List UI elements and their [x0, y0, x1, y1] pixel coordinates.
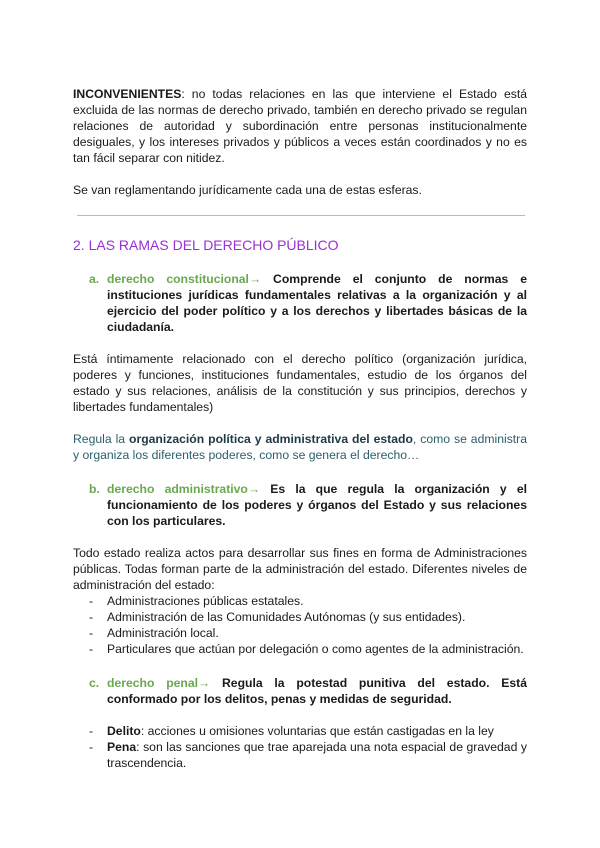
esferas-paragraph: Se van reglamentando jurídicamente cada una de estas esferas.: [73, 183, 422, 197]
inconvenientes-text: : no todas relaciones en las que interviene el Estado está excluida de las normas de derecho privado, también en derecho privado se regulan relaciones de autoridad y subordinación entre personas institucionalmente desiguales, y los intereses privados y públicos a veces están coordinados y no es tan fácil separar con nitidez.: [73, 87, 527, 165]
item-b-term: derecho administrativo: [107, 482, 248, 496]
item-c-text: [107, 675, 527, 707]
pena-term: Pena: [107, 740, 137, 754]
item-c-term: derecho penal: [107, 676, 199, 690]
list-item: - Pena: son las sanciones que trae aparejada una nota espacial de gravedad y trascendencia.: [73, 739, 527, 771]
dash-icon: -: [89, 610, 94, 624]
delito-term: Delito: [107, 724, 141, 738]
item-c-desc: Regula la potestad punitiva del estado. Está conformado por los delitos, penas y medidas de seguridad.: [107, 676, 527, 706]
arrow-icon: →: [248, 272, 262, 286]
administraciones-paragraph: Todo estado realiza actos para desarrollar sus fines en forma de Administraciones públicas. Todas forman parte de la administración del estado. Diferentes niveles de administración del estado:: [73, 546, 527, 592]
item-b-text: [107, 481, 527, 529]
inconvenientes-lead: INCONVENIENTES: [73, 87, 182, 101]
list-item: - Administración de las Comunidades Autónomas (y sus entidades).: [73, 609, 527, 625]
regula-bold: organización política y administrativa del estado: [129, 432, 413, 446]
dash-icon: -: [89, 642, 94, 656]
dash-icon: -: [89, 626, 94, 640]
item-b-label: b.: [89, 482, 100, 496]
dash-icon: -: [89, 594, 94, 608]
item-a: [73, 271, 527, 335]
penal-list: [73, 723, 527, 771]
dash-icon: -: [89, 740, 94, 754]
list-item: - Delito: acciones u omisiones voluntarias que están castigadas en la ley: [73, 723, 527, 739]
dash-icon: -: [89, 724, 94, 738]
arrow-icon: →: [198, 676, 211, 690]
item-a-label: a.: [89, 272, 100, 286]
section-heading: 2. LAS RAMAS DEL DERECHO PÚBLICO: [73, 237, 339, 253]
list-item: - Administración local.: [73, 625, 527, 641]
item-a-desc: Comprende el conjunto de normas e instituciones jurídicas fundamentales relativas a la organización y al ejercicio del poder político y a los derechos y libertades básicas de la ciudadanía.: [107, 272, 527, 334]
administraciones-list: [73, 593, 527, 657]
inconvenientes-paragraph: [73, 86, 527, 166]
arrow-icon: →: [247, 482, 261, 496]
list-item: - Particulares que actúan por delegación o como agentes de la administración.: [73, 641, 527, 657]
regula-pre: Regula la: [73, 432, 130, 446]
item-a-term: derecho constitucional: [107, 272, 249, 286]
item-c: [73, 675, 527, 707]
derecho-politico-paragraph: Está íntimamente relacionado con el derecho político (organización jurídica, poderes y funciones, instituciones fundamentales, estudio de los órganos del estado y sus relaciones, análisis de la constitución y sus principios, derechos y libertades fundamentales): [73, 352, 527, 414]
regula-paragraph: [73, 431, 527, 463]
item-a-text: [107, 271, 527, 335]
item-b-desc: Es la que regula la organización y el funcionamiento de los poderes y órganos del Estado y sus relaciones con los particulares.: [107, 482, 527, 528]
item-c-label: c.: [89, 676, 100, 690]
document-page: [73, 86, 527, 771]
regula-post: , como se administra y organiza los diferentes poderes, como se genera el derecho…: [73, 432, 528, 462]
list-item: - Administraciones públicas estatales.: [73, 593, 527, 609]
item-b: [73, 481, 527, 529]
